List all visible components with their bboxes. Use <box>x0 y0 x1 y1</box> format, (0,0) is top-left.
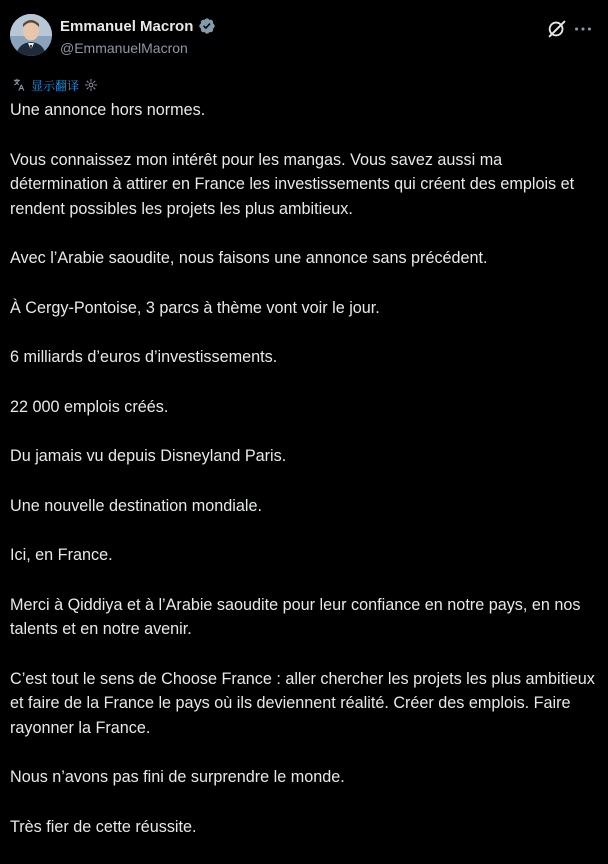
post-paragraph: Avec l’Arabie saoudite, nous faisons une annonce sans précédent. <box>10 249 488 267</box>
show-translation-label[interactable]: 显示翻译 <box>31 78 80 93</box>
post-paragraph: Du jamais vu depuis Disneyland Paris. <box>10 447 287 465</box>
avatar[interactable] <box>10 14 52 56</box>
post-paragraph: Nous n’avons pas fini de surprendre le monde. <box>10 768 345 786</box>
post-paragraph: Très fier de cette réussite. <box>10 817 197 836</box>
translate-icon <box>12 78 26 92</box>
post-paragraph: Une nouvelle destination mondiale. <box>10 496 262 515</box>
grok-icon[interactable] <box>546 18 568 40</box>
author-handle[interactable]: @EmmanuelMacron <box>60 40 188 56</box>
post-paragraph: C’est tout le sens de Choose France : aller chercher les projets les plus ambitieux et faire de la France le pays où ils deviennent réalité. Créer des emplois. Faire rayonner la France. <box>10 669 600 737</box>
author-name[interactable]: Emmanuel Macron <box>60 17 194 35</box>
post-paragraph: 6 milliards d’euros d’investissements. <box>10 348 278 366</box>
post-paragraph: Merci à Qiddiya et à l’Arabie saoudite pour leur confiance en notre pays, en nos talents et en notre avenir. <box>10 595 585 638</box>
post-paragraph: À Cergy-Pontoise, 3 parcs à thème vont voir le jour. <box>10 298 380 317</box>
verified-badge-icon <box>198 17 216 35</box>
show-translation-button[interactable] <box>12 76 98 94</box>
avatar-photo <box>10 14 52 56</box>
post-paragraph: Ici, en France. <box>10 546 113 564</box>
post-text <box>10 98 600 864</box>
post-paragraph: Vous connaissez mon intérêt pour les mangas. Vous savez aussi ma détermination à attirer en France les investissements qui créent des emplois et rendent possibles les projets les plus ambitieux. <box>10 150 579 218</box>
author-block <box>60 16 216 56</box>
post-paragraph: Une annonce hors normes. <box>10 101 206 119</box>
post-paragraph: 22 000 emplois créés. <box>10 397 169 416</box>
gear-icon[interactable] <box>84 78 98 92</box>
post-header <box>10 14 608 60</box>
more-icon[interactable] <box>572 18 594 40</box>
author-name-row <box>60 16 216 36</box>
